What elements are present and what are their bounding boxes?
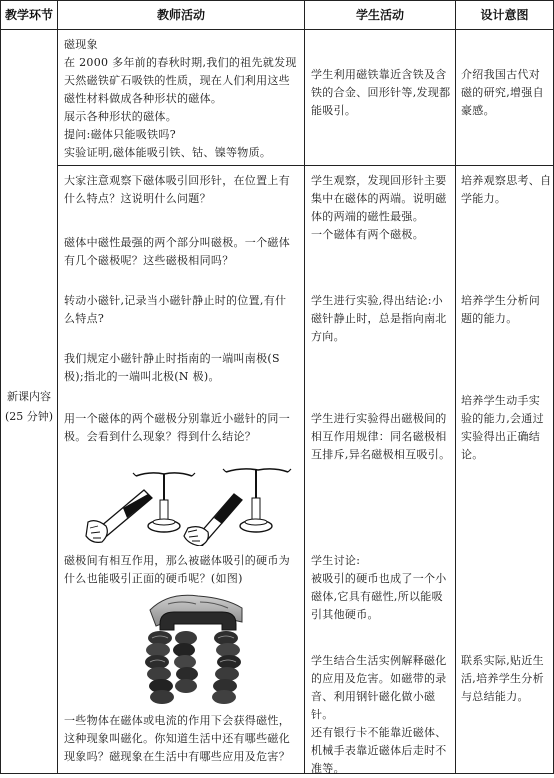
section-duration: (25 分钟) <box>4 410 54 423</box>
section-name: 新课内容 <box>7 390 51 403</box>
table-border-left <box>0 0 1 774</box>
student-activity-pole-interaction: 学生进行实验得出磁极间的 相互作用规律：同名磁极相 互排斥,异名磁极相互吸引。 <box>311 412 451 461</box>
coin-chain-middle <box>173 631 198 693</box>
column-divider <box>455 0 456 774</box>
coin-chain-left <box>145 631 174 704</box>
teacher-activity-coins: 磁极间有相互作用，那么被磁体吸引的硬币为 什么也能吸引正面的硬币呢？(如图) <box>64 554 290 585</box>
student-activity-magnetization: 学生结合生活实例解释磁化 的应用及危害。如磁带的录 音、利用钢针磁化做小磁针。 还有银行卡不能靠近磁体、 机械手表靠近磁体后走时不 准等。 <box>311 654 447 775</box>
teacher-activity-define-poles: 我们规定小磁针静止时指南的一端叫南极(S 极);指北的一端叫北极(N 极)。 <box>64 352 280 383</box>
teacher-activity-intro: 磁现象 在 2000 多年前的春秋时期,我们的祖先就发现 天然磁铁矿石吸铁的性质，现在人们利用这些 磁性材料做成各种形状的磁体。 展示各种形状的磁体。 提问:磁体只能吸铁吗? 实验证明,磁体能吸引铁、钴、镍等物质。 <box>64 38 297 159</box>
student-activity-intro: 学生利用磁铁靠近含铁及含 铁的合金、回形针等,发现都 能吸引。 <box>311 68 451 117</box>
teacher-activity-magnetization: 一些物体在磁体或电流的作用下会获得磁性， 这种现象叫磁化。你知道生活中还有哪些磁化 现象吗？磁现象在生活中有哪些应用及危害？ <box>64 714 290 763</box>
row-divider <box>57 165 553 166</box>
coins-magnet-photo <box>138 590 248 708</box>
student-activity-observe: 学生观察，发现回形针主要 集中在磁体的两端。说明磁 体的两端的磁性最强。 一个磁体有两个磁极。 <box>311 174 447 241</box>
bar-magnet-left <box>86 490 152 542</box>
magnet-needle-illustration <box>84 460 300 546</box>
design-intent-experiment: 培养学生动手实 验的能力,会通过 实验得出正确结 论。 <box>461 394 544 461</box>
design-intent-intro: 介绍我国古代对 磁的研究,增强自 豪感。 <box>461 68 544 117</box>
teacher-activity-observe: 大家注意观察下磁体吸引回形针，在位置上有 什么特点？这说明什么问题？ <box>64 174 290 205</box>
teacher-activity-pole-interaction: 用一个磁体的两个磁极分别靠近小磁针的同一 极。会看到什么现象？得到什么结论？ <box>64 412 290 443</box>
column-divider <box>304 0 305 774</box>
design-intent-observe: 培养观察思考、自 学能力。 <box>461 174 552 205</box>
u-magnet <box>160 612 236 630</box>
student-activity-coins: 学生讨论: 被吸引的硬币也成了一个小 磁体,它具有磁性,所以能吸 引其他硬币。 <box>311 554 447 621</box>
column-divider <box>57 0 58 774</box>
design-intent-practical: 联系实际,贴近生 活,培养学生分析 与总结能力。 <box>461 654 544 703</box>
header-student-activity: 学生活动 <box>355 8 404 22</box>
header-divider <box>0 29 553 30</box>
student-activity-needle: 学生进行实验,得出结论:小 磁针静止时，总是指向南北 方向。 <box>311 294 447 343</box>
coin-chain-right <box>212 631 241 704</box>
header-design-intent: 设计意图 <box>480 8 529 22</box>
teacher-activity-needle: 转动小磁针,记录当小磁针静止时的位置,有什 么特点? <box>64 294 287 325</box>
header-teacher-activity: 教师活动 <box>156 8 205 22</box>
header-stage: 教学环节 <box>4 8 53 22</box>
teacher-activity-poles: 磁体中磁性最强的两个部分叫磁极。一个磁体 有几个磁极呢？这些磁极相同吗？ <box>64 236 290 267</box>
bar-magnet-right <box>184 494 242 546</box>
design-intent-analysis: 培养学生分析问 题的能力。 <box>461 294 541 325</box>
